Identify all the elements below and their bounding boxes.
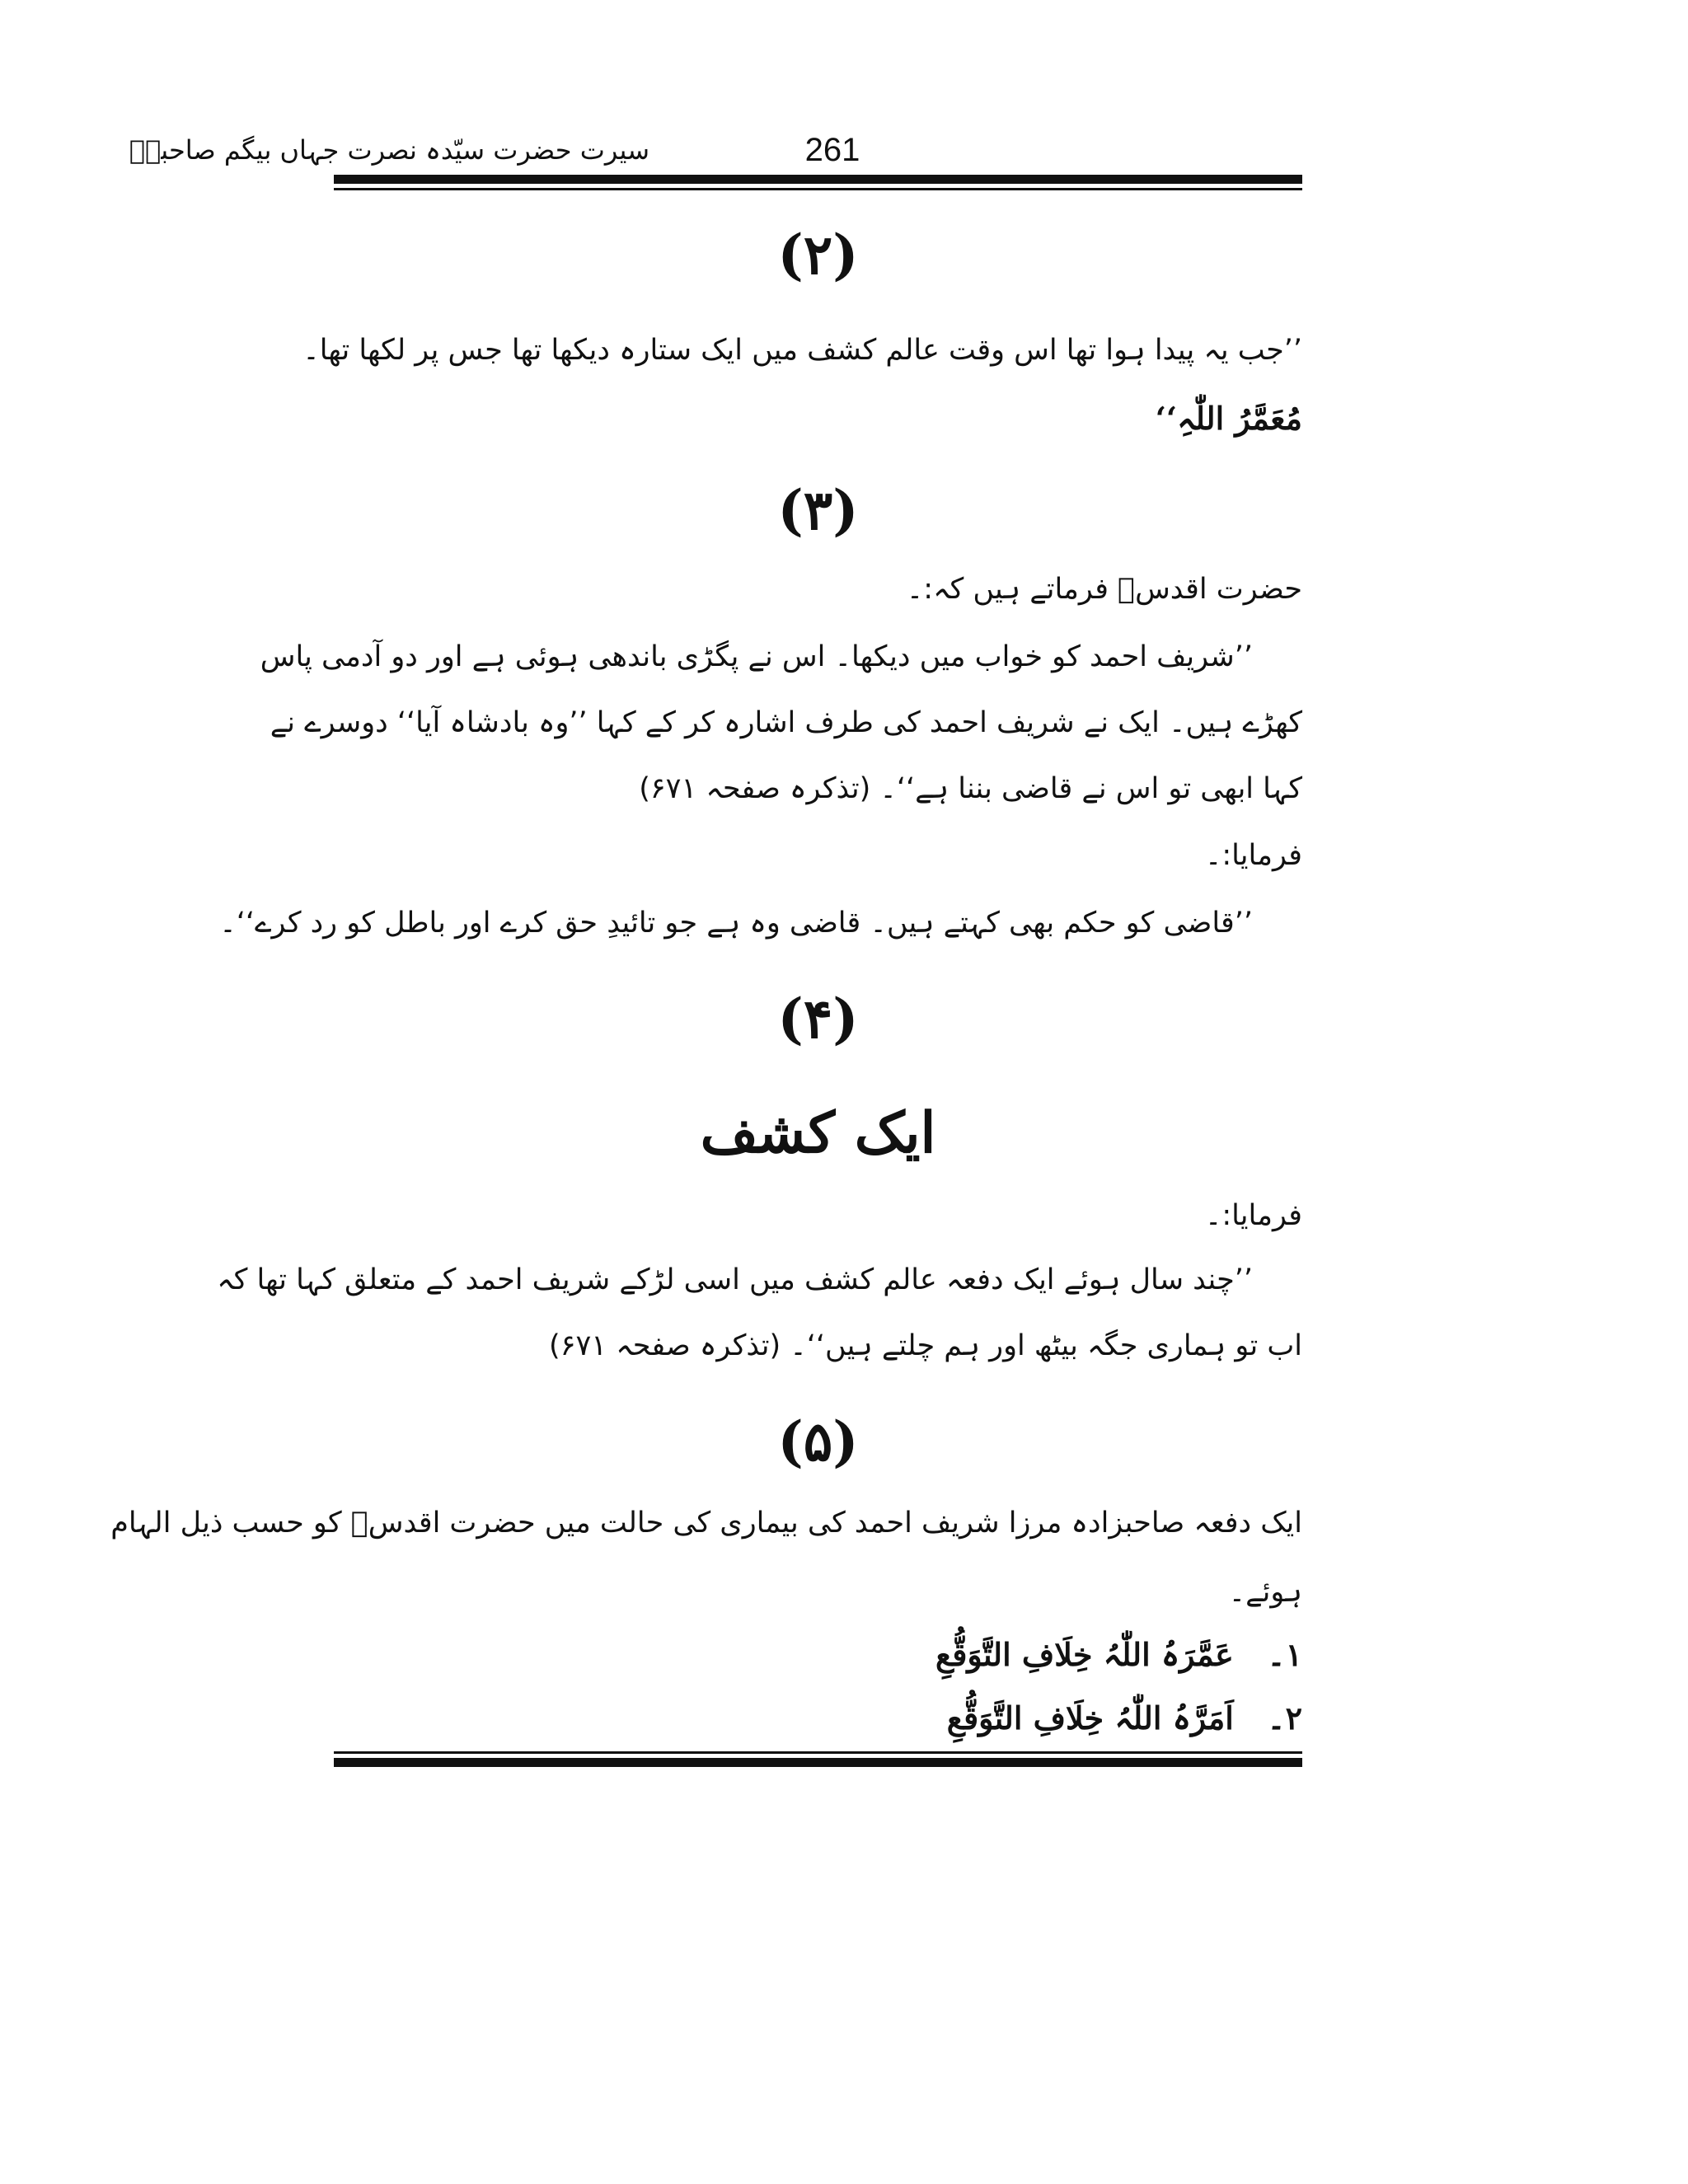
section-2-line-1: ’’جب یہ پیدا ہوا تھا اس وقت عالم کشف میں ایک ستارہ دیکھا تھا جس پر لکھا تھا۔ <box>302 334 1302 367</box>
section-3-line-2: کھڑے ہیں۔ ایک نے شریف احمد کی طرف اشارہ کر کے کہا ’’وہ بادشاہ آیا‘‘ دوسرے نے <box>270 706 1302 739</box>
section-3-line-3: کہا ابھی تو اس نے قاضی بننا ہے‘‘۔ (تذکرہ صفحہ ۶۷۱) <box>639 772 1302 805</box>
header-rule-thick <box>334 175 1302 184</box>
section-4-line-1: ’’چند سال ہوئے ایک دفعہ عالم کشف میں اسی لڑکے شریف احمد کے متعلق کہا تھا کہ <box>217 1263 1253 1296</box>
revelation-item-2-number: ۲۔ <box>1267 1699 1302 1736</box>
section-4-line-2: اب تو ہماری جگہ بیٹھ اور ہم چلتے ہیں‘‘۔ (تذکرہ صفحہ ۶۷۱) <box>549 1329 1302 1362</box>
revelation-item-2 <box>334 1699 1302 1736</box>
section-number-2: (۲) <box>777 223 859 287</box>
section-number-3: (۳) <box>777 478 859 542</box>
footer-rule-thin <box>334 1751 1302 1754</box>
section-5-line-1: ایک دفعہ صاحبزادہ مرزا شریف احمد کی بیماری کی حالت میں حضرت اقدسؑ کو حسب ذیل الہام <box>110 1507 1302 1540</box>
section-3-label: فرمایا:۔ <box>1204 839 1302 872</box>
section-5-line-2: ہوئے۔ <box>1228 1576 1302 1609</box>
revelation-item-2-text: اَمَرَّہُ اللّٰہُ خِلَافِ التَّوَقُّعِ <box>946 1699 1234 1736</box>
section-3-line-1: ’’شریف احمد کو خواب میں دیکھا۔ اس نے پگڑی باندھی ہوئی ہے اور دو آدمی پاس <box>260 640 1253 673</box>
section-number-5: (۵) <box>777 1409 859 1474</box>
section-3-intro: حضرت اقدسؑ فرماتے ہیں کہ:۔ <box>906 573 1302 606</box>
section-4-title: ایک کشف <box>700 1100 936 1166</box>
header-rule-thin <box>334 188 1302 190</box>
revelation-item-1 <box>334 1636 1302 1673</box>
revelation-item-1-text: عَمَّرَہُ اللّٰہُ خِلَافِ التَّوَقُّعِ <box>935 1636 1234 1673</box>
revelation-item-1-number: ۱۔ <box>1267 1636 1302 1673</box>
footer-rule-thick <box>334 1758 1302 1767</box>
section-4-label: فرمایا:۔ <box>1204 1199 1302 1232</box>
section-number-4: (۴) <box>777 987 859 1051</box>
section-3-quote: ’’قاضی کو حکم بھی کہتے ہیں۔ قاضی وہ ہے جو تائیدِ حق کرے اور باطل کو رد کرے‘‘۔ <box>219 907 1253 940</box>
section-2-line-2: مُعَمَّرُ اللّٰہِ‘‘ <box>1155 400 1302 437</box>
page-number: 261 <box>804 132 860 168</box>
running-title: سیرت حضرت سیّدہ نصرت جہاں بیگم صاحبہؓ <box>129 134 649 166</box>
